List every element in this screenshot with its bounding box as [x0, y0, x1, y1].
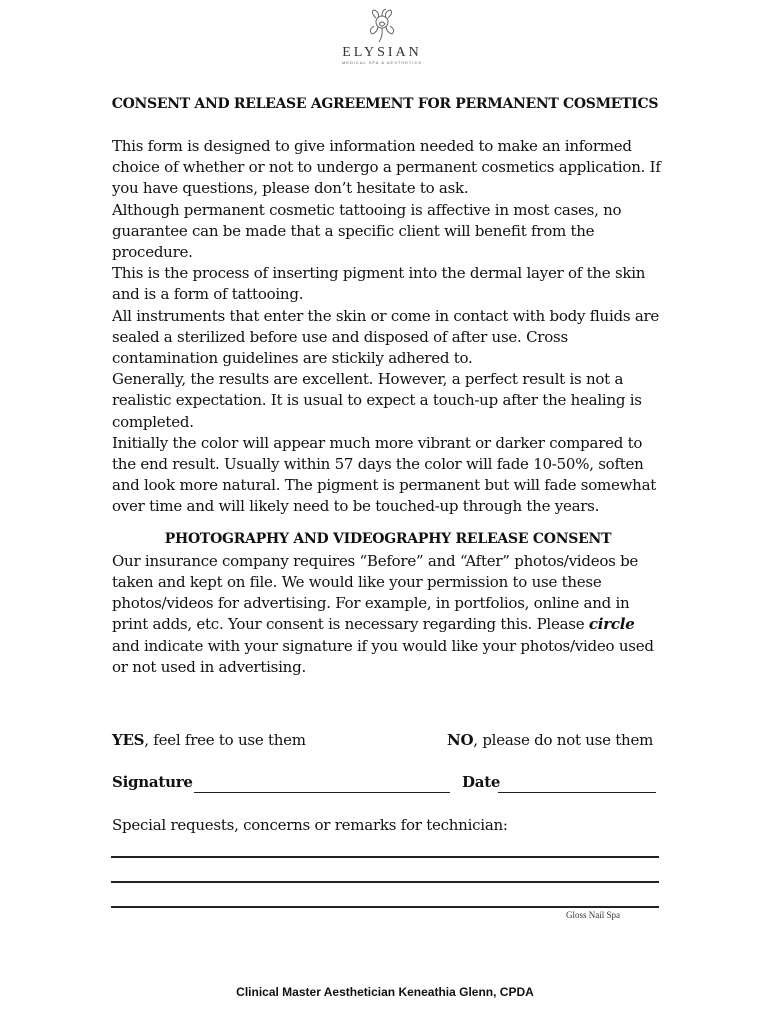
no-text: , please do not use them [473, 731, 654, 749]
yes-text: , feel free to use them [144, 731, 306, 749]
brand-name: ELYSIAN [342, 45, 422, 60]
spa-name: Gloss Nail Spa [566, 910, 620, 920]
document-title: CONSENT AND RELEASE AGREEMENT FOR PERMANENT COSMETICS [111, 96, 659, 112]
date-label: Date [462, 773, 501, 791]
photo-release-text [112, 551, 664, 678]
photo-release-title: PHOTOGRAPHY AND VIDEOGRAPHY RELEASE CONSENT [164, 530, 612, 547]
consent-body [112, 136, 664, 678]
paragraph: Initially the color will appear much more vibrant or darker compared to the end result. Usually within 57 days the color will fade 10-50%, soften and look more natural. The pigment is permanent but will fade somewhat over time and will likely need to be touched-up through the years. [112, 433, 657, 516]
brand-subtitle: MEDICAL SPA & AESTHETICS [341, 60, 422, 65]
photo-release-text-after: and indicate with your signature if you would like your photos/video used or not used in advertising. [112, 636, 654, 676]
paragraph: This form is designed to give information needed to make an informed choice of whether or not to undergo a permanent cosmetics application. If you have questions, please don’t hesitate to ask. [112, 137, 661, 198]
paragraph: This is the process of inserting pigment into the dermal layer of the skin and is a form of tattooing. [112, 264, 646, 304]
logo [336, 8, 428, 74]
yes-label: YES [112, 731, 145, 749]
paragraph: Although permanent cosmetic tattooing is affective in most cases, no guarantee can be made that a specific client will benefit from the procedure. [112, 200, 622, 262]
remarks-line-3[interactable] [111, 906, 659, 908]
paragraph: Generally, the results are excellent. However, a perfect result is not a realistic expectation. It is usual to expect a touch-up after the healing is completed. [112, 370, 642, 431]
circle-emphasis: circle [588, 615, 635, 634]
remarks-label: Special requests, concerns or remarks for technician: [112, 816, 508, 834]
yes-option[interactable] [112, 731, 306, 749]
signature-field[interactable] [194, 792, 450, 793]
photo-release-text-before: Our insurance company requires “Before” and “After” photos/videos be taken and kept on file. We would like your permission to use these photos/videos for advertising. For example, in portfolios, online and in print adds, etc. Your consent is necessary regarding this. Please [112, 551, 639, 634]
no-option[interactable] [447, 731, 653, 749]
remarks-line-1[interactable] [111, 856, 659, 858]
date-field[interactable] [498, 792, 656, 793]
no-label: NO [447, 731, 474, 749]
paragraph: All instruments that enter the skin or come in contact with body fluids are sealed a sterilized before use and disposed of after use. Cross contamination guidelines are stickily adhered to. [112, 306, 660, 368]
signature-label: Signature [112, 773, 193, 791]
remarks-line-2[interactable] [111, 881, 659, 883]
footer-credit: Clinical Master Aesthetician Keneathia Glenn, CPDA [236, 985, 534, 999]
floral-monogram-icon [362, 8, 402, 44]
